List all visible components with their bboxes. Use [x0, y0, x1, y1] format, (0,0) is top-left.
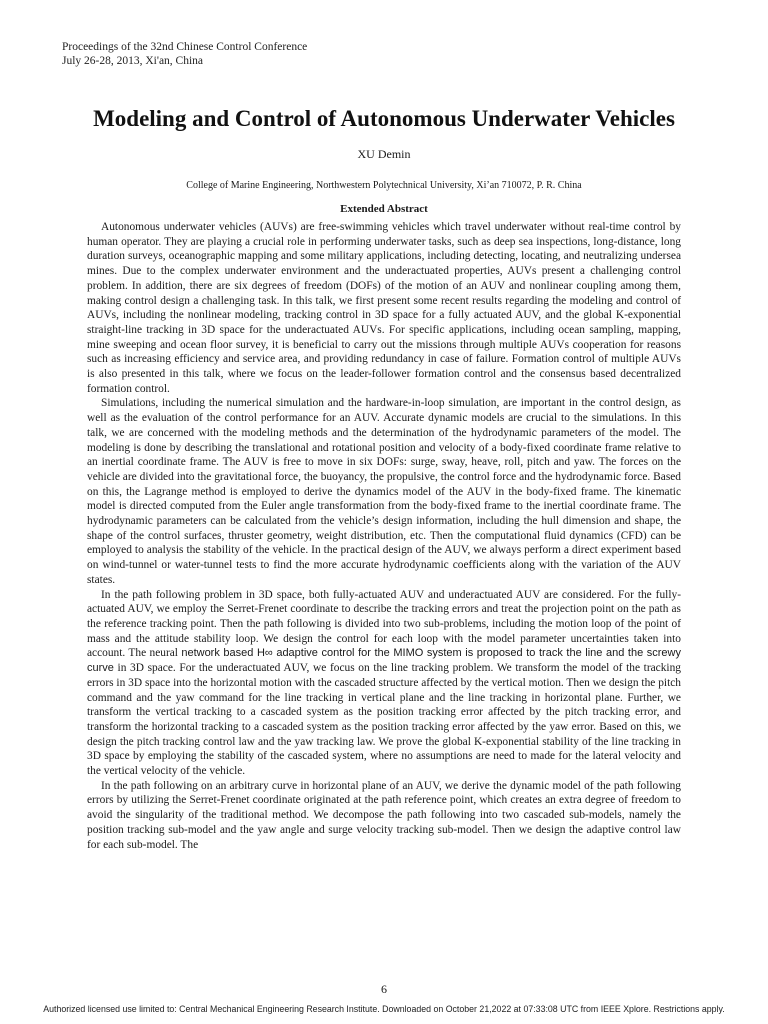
paper-title: Modeling and Control of Autonomous Underwater Vehicles: [93, 106, 675, 131]
paragraph-3-part-1: In the path following problem in 3D space, both fully-actuated AUV and underactuated AUV are considered. For the fully- actuated AUV, we employ the Serret-Frenet coordinate to describe the tracking errors and treat the projection point on the path as the reference tracking point. Then the path following is divided into two sub-problems, including the motion loop of the point of mass and the attitude stability loop. We design the control for each loop with the model parameter uncertainties taken into account. The neural: [87, 588, 681, 660]
paragraph-4: In the path following on an arbitrary curve in horizontal plane of an AUV, we derive the dynamic model of the path following errors by utilizing the Serret-Frenet coordinate originated at the path reference point, which creates an extra degree of freedom to avoid the singularity of the traditional method. We decompose the path following into two cascaded sub-models, namely the position tracking sub-model and the yaw angle and surge velocity tracking sub-model. Then we design the adaptive control law for each sub-model. The: [87, 779, 681, 851]
author-name: XU Demin: [357, 147, 411, 161]
conference-header: [62, 40, 307, 68]
page-number: 6: [381, 982, 387, 996]
author-affiliation: College of Marine Engineering, Northwestern Polytechnical University, Xi’an 710072, P. R. China: [186, 180, 582, 191]
license-footer: Authorized licensed use limited to: Central Mechanical Engineering Research Institute. Downloaded on October 21,2022 at 07:33:08 UTC from IEEE Xplore. Restrictions apply.: [43, 1004, 725, 1014]
section-heading: Extended Abstract: [340, 203, 428, 215]
abstract-body: [87, 220, 681, 852]
paragraph-3-sans-text: network based H∞ adaptive control for the MIMO system is proposed to track the line and the screwy curve: [87, 647, 681, 675]
conference-name: Proceedings of the 32nd Chinese Control Conference: [62, 41, 308, 53]
paragraph-1: Autonomous underwater vehicles (AUVs) are free-swimming vehicles which travel underwater without real-time control by human operator. They are playing a crucial role in performing underwater tasks, such as deep sea inspections, long-distance, long duration surveys, oceanographic mapping and some military applications, including detecting, locating, and neutralizing undersea mines. Due to the complex underwater environment and the underactuated properties, AUVs present a challenging control problem. In addition, there are six degrees of freedom (DOFs) of the motion of an AUV and nonlinear coupling among them, making control design a challenging task. In this talk, we first present some recent results regarding the modeling and control of AUVs, including the nonlinear modeling, tracking control in 3D space for a fully actuated AUV, and the global K-exponential straight-line tracking in 3D space for the underactuated AUVs. For specific applications, including ocean sampling, mapping, mine sweeping and ocean floor survey, it is beneficial to carry out the missions through multiple AUVs cooperation for reasons such as increasing efficiency and service area, and providing redundancy in case of failure. Formation control of multiple AUVs is also presented in this talk, where we focus on the leader-follower formation control and the consensus based decentralized formation control.: [87, 221, 681, 395]
paragraph-3: [87, 588, 681, 779]
conference-date-location: July 26-28, 2013, Xi'an, China: [62, 55, 204, 67]
paragraph-2: Simulations, including the numerical simulation and the hardware-in-loop simulation, are important in the control design, as well as the evaluation of the control performance for an AUV. Accurate dynamic models are crucial to the simulations. In this talk, we are concerned with the modeling methods and the determination of the hydrodynamic parameters of the model. The modeling is done by describing the translational and rotational position and velocity of a body-fixed coordinate frame relative to an inertial coordinate frame. The AUV is free to move in six DOFs: surge, sway, heave, roll, pitch and yaw. The forces on the vehicle are divided into the gravitational force, the buoyancy, the propulsive, the control force and the hydrodynamic force. Based on this, the Lagrange method is employed to derive the dynamics model of the AUV in the body-fixed frame. The kinematic model is directed computed from the Euler angle transformation from the body-fixed frame to the inertial coordinate frame. The hydrodynamic parameters can be calculated from the vehicle’s design information, including the hull dimension and shape, the shape of the control surfaces, thruster geometry, weight distribution, etc. Then the computational fluid dynamics (CFD) can be employed to analysis the stability of the vehicle. In the practical design of the AUV, we always perform a direct experiment based on wind-tunnel or water-tunnel tests to find the more accurate hydrodynamic coefficients along with the variation of the AUV states.: [87, 397, 681, 586]
paragraph-3-part-2: in 3D space. For the underactuated AUV, we focus on the line tracking problem. We transform the model of the tracking errors in 3D space into the horizontal motion with the cascaded structure affected by the vertical motion. Then we design the pitch command and the yaw command for the line tracking in vertical plane and the line tracking in horizontal plane. Further, we transform the vertical tracking to a cascaded system as the position tracking error affected by the pitch tracking error, and transform the horizontal tracking to a cascaded system as the position tracking error affected by the yaw error. Based on this, we design the pitch tracking control law and the yaw tracking law. We prove the global K-exponential stability of the line tracking in 3D space by employing the stability of the cascaded system, where no assumptions are need to made for the lateral velocity and the vertical velocity of the vehicle.: [87, 662, 681, 778]
